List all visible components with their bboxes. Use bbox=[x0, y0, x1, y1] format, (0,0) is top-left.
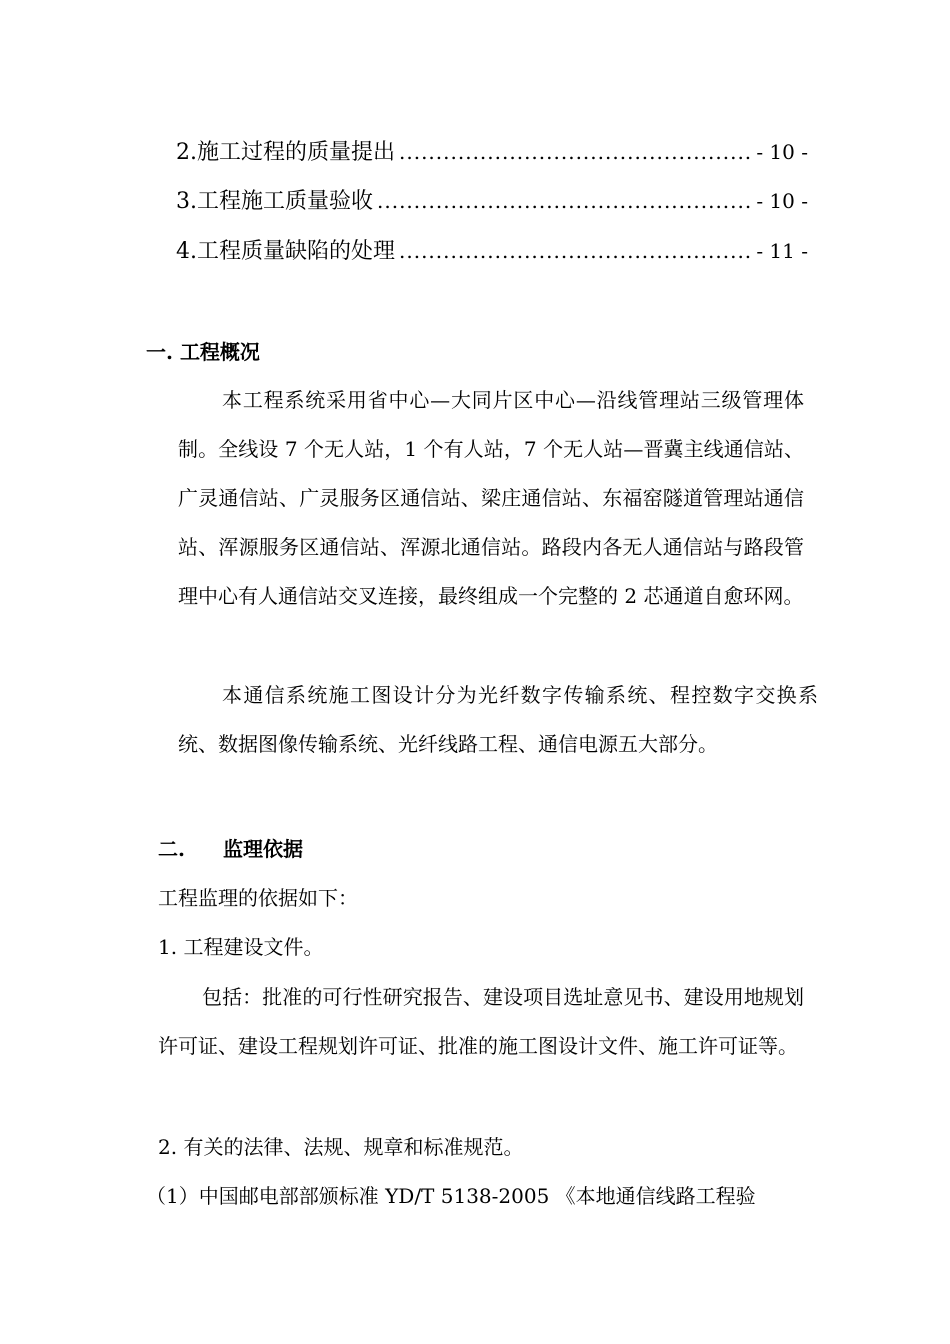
section-title: 监理依据 bbox=[222, 837, 303, 861]
toc-entry[interactable] bbox=[176, 236, 808, 267]
body-paragraph: 本通信系统施工图设计分为光纤数字传输系统、程控数字交换系统、数据图像传输系统、光纤线路工程、通信电源五大部分。 bbox=[178, 683, 818, 756]
toc-entry-page: - 10 - bbox=[756, 189, 808, 213]
body-paragraph: 包括：批准的可行性研究报告、建设项目选址意见书、建设用地规划许可证、建设工程规划许可证、批准的施工图设计文件、施工许可证等。 bbox=[158, 985, 804, 1058]
section-number: 一. bbox=[146, 340, 173, 364]
section-title: 工程概况 bbox=[179, 340, 260, 364]
section-heading bbox=[146, 338, 260, 366]
toc-entry[interactable] bbox=[176, 137, 808, 168]
list-item-title: 2. 有关的法律、法规、规章和标准规范。 bbox=[158, 1135, 524, 1159]
toc-entry-page: - 10 - bbox=[756, 140, 808, 164]
toc-entry-page: - 11 - bbox=[756, 239, 808, 263]
list-sub-item: （1）中国邮电部部颁标准 YD/T 5138-2005 《本地通信线路工程验 bbox=[146, 1184, 756, 1208]
toc-leader-dots bbox=[399, 137, 752, 167]
list-item-title: 1. 工程建设文件。 bbox=[158, 935, 324, 959]
toc-entry[interactable] bbox=[176, 186, 808, 217]
toc-entry-text: 2.施工过程的质量提出 bbox=[176, 140, 395, 165]
toc-entry-text: 3.工程施工质量验收 bbox=[176, 189, 373, 214]
section-heading bbox=[158, 835, 303, 863]
body-paragraph: 本工程系统采用省中心—大同片区中心—沿线管理站三级管理体制。全线设 7 个无人站，1 个有人站，7 个无人站—晋冀主线通信站、广灵通信站、广灵服务区通信站、梁庄通信站、东福窑隧道管理站通信站、浑源服务区通信站、浑源北通信站。路段内各无人通信站与路段管理中心有人通信站交叉连接，最终组成一个完整的 2 芯通道自愈环网。 bbox=[178, 388, 804, 608]
toc-leader-dots bbox=[377, 186, 752, 216]
section-intro: 工程监理的依据如下： bbox=[158, 886, 358, 910]
section-number: 二. bbox=[158, 837, 185, 861]
toc-entry-text: 4.工程质量缺陷的处理 bbox=[176, 239, 395, 264]
toc-leader-dots bbox=[399, 236, 752, 266]
